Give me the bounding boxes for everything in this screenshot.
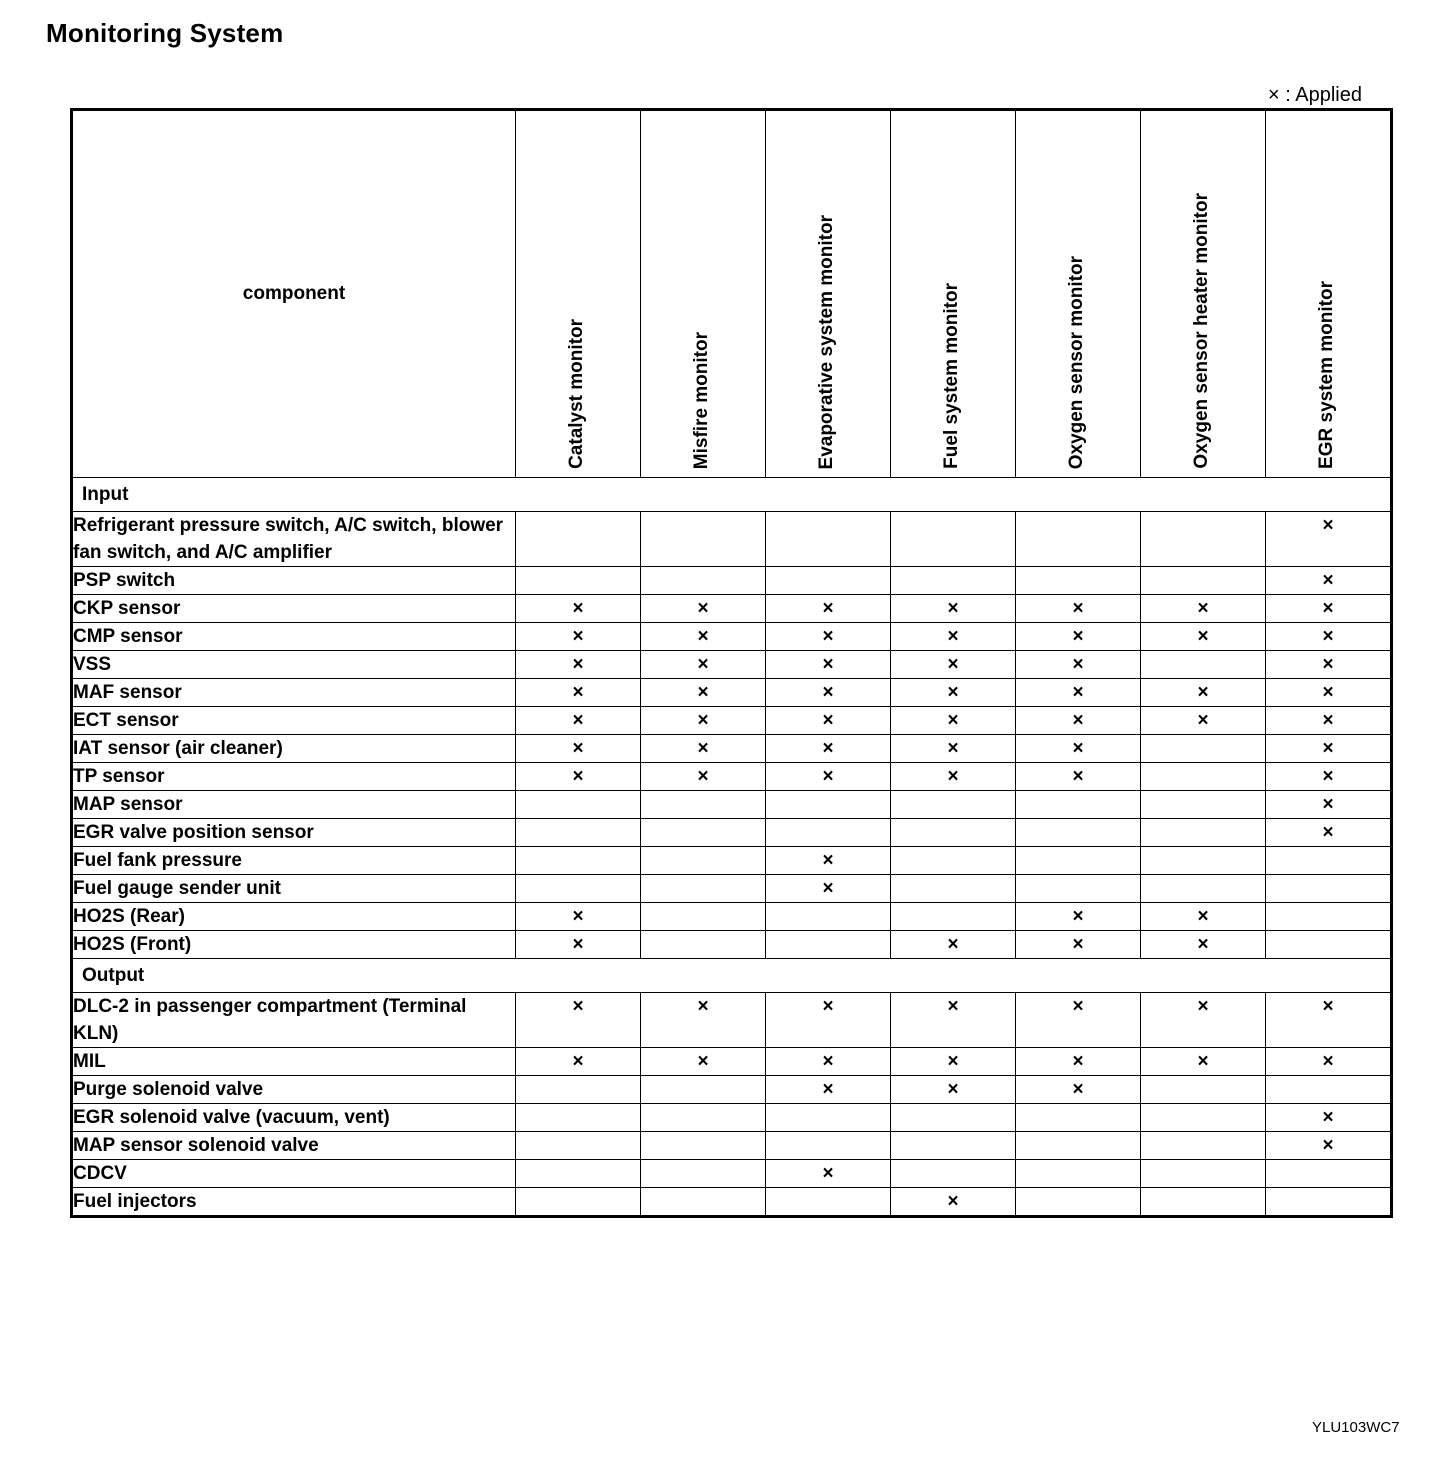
empty-cell [766,819,891,847]
applied-mark: × [641,651,766,679]
applied-mark: × [516,763,641,791]
table-row [72,679,1392,707]
component-cell: EGR valve position sensor [72,819,516,847]
component-cell: TP sensor [72,763,516,791]
applied-mark: × [891,735,1016,763]
empty-cell [1266,903,1392,931]
component-cell: MAP sensor [72,791,516,819]
empty-cell [1266,875,1392,903]
applied-mark: × [891,679,1016,707]
applied-mark: × [641,993,766,1048]
applied-mark: × [891,763,1016,791]
table-row [72,819,1392,847]
applied-mark: × [891,595,1016,623]
applied-mark: × [766,993,891,1048]
applied-mark: × [1266,651,1392,679]
applied-mark: × [891,707,1016,735]
applied-mark: × [1266,679,1392,707]
empty-cell [516,791,641,819]
applied-mark: × [1141,595,1266,623]
applied-mark: × [516,993,641,1048]
empty-cell [641,1076,766,1104]
table-row [72,1188,1392,1217]
table-row [72,1048,1392,1076]
empty-cell [641,931,766,959]
table-row [72,993,1392,1048]
applied-mark: × [516,595,641,623]
component-cell: MIL [72,1048,516,1076]
component-header: component [72,110,516,478]
empty-cell [1016,1104,1141,1132]
monitor-header [1266,110,1392,478]
applied-mark: × [766,847,891,875]
empty-cell [1016,847,1141,875]
empty-cell [766,1188,891,1217]
component-cell: HO2S (Rear) [72,903,516,931]
applied-mark: × [891,1188,1016,1217]
applied-mark: × [516,679,641,707]
empty-cell [766,512,891,567]
table-row [72,567,1392,595]
empty-cell [1016,819,1141,847]
empty-cell [516,1076,641,1104]
monitor-header-label: Oxygen sensor heater monitor [1191,193,1212,469]
page-title: Monitoring System [46,18,284,48]
empty-cell [1141,651,1266,679]
applied-mark: × [1266,763,1392,791]
empty-cell [891,567,1016,595]
applied-mark: × [516,651,641,679]
monitor-header [641,110,766,478]
table-row [72,623,1392,651]
table-row [72,763,1392,791]
empty-cell [1141,1188,1266,1217]
empty-cell [891,512,1016,567]
monitor-header [1141,110,1266,478]
table-row [72,595,1392,623]
component-cell: Refrigerant pressure switch, A/C switch, blower fan switch, and A/C amplifier [72,512,516,567]
section-row [72,959,1392,993]
monitor-header-label: EGR system monitor [1316,281,1337,469]
applied-mark: × [891,931,1016,959]
applied-mark: × [1141,993,1266,1048]
empty-cell [1141,875,1266,903]
empty-cell [1016,512,1141,567]
applied-mark: × [1266,1104,1392,1132]
applied-mark: × [1016,1076,1141,1104]
applied-mark: × [766,875,891,903]
empty-cell [516,567,641,595]
empty-cell [641,791,766,819]
applied-mark: × [641,735,766,763]
applied-mark: × [891,993,1016,1048]
empty-cell [891,1160,1016,1188]
component-cell: MAP sensor solenoid valve [72,1132,516,1160]
component-cell: VSS [72,651,516,679]
applied-mark: × [1016,993,1141,1048]
applied-mark: × [1266,567,1392,595]
empty-cell [891,1132,1016,1160]
applied-mark: × [516,1048,641,1076]
applied-mark: × [1016,595,1141,623]
header-row [72,110,1392,478]
applied-mark: × [1141,623,1266,651]
empty-cell [641,1188,766,1217]
empty-cell [1266,1188,1392,1217]
empty-cell [766,1104,891,1132]
applied-mark: × [1266,1132,1392,1160]
empty-cell [1141,791,1266,819]
empty-cell [1016,567,1141,595]
empty-cell [1141,512,1266,567]
empty-cell [1141,763,1266,791]
applied-mark: × [1016,735,1141,763]
table-row [72,1104,1392,1132]
empty-cell [766,931,891,959]
empty-cell [1266,1160,1392,1188]
empty-cell [516,1188,641,1217]
applied-mark: × [766,651,891,679]
empty-cell [1141,1076,1266,1104]
empty-cell [516,1104,641,1132]
empty-cell [766,791,891,819]
component-cell: EGR solenoid valve (vacuum, vent) [72,1104,516,1132]
component-cell: DLC-2 in passenger compartment (Terminal KLN) [72,993,516,1048]
empty-cell [641,1160,766,1188]
empty-cell [1141,1132,1266,1160]
applied-mark: × [641,623,766,651]
table-row [72,1132,1392,1160]
table-row [72,1160,1392,1188]
applied-mark: × [516,903,641,931]
monitor-header-label: Misfire monitor [691,331,712,469]
table-row [72,735,1392,763]
applied-mark: × [1016,707,1141,735]
applied-mark: × [766,735,891,763]
component-cell: Fuel injectors [72,1188,516,1217]
monitor-header [1016,110,1141,478]
applied-mark: × [766,595,891,623]
empty-cell [516,1160,641,1188]
empty-cell [516,875,641,903]
component-cell: Fuel fank pressure [72,847,516,875]
applied-mark: × [1266,623,1392,651]
table-row [72,875,1392,903]
empty-cell [1266,1076,1392,1104]
empty-cell [641,1104,766,1132]
applied-mark: × [516,931,641,959]
table-row [72,1076,1392,1104]
applied-mark: × [1266,595,1392,623]
applied-mark: × [1016,623,1141,651]
empty-cell [1016,1160,1141,1188]
monitor-header-label: Evaporative system monitor [816,214,837,469]
applied-mark: × [1016,763,1141,791]
figure-code: YLU103WC7 [1312,1419,1400,1436]
applied-mark: × [1266,735,1392,763]
empty-cell [766,567,891,595]
applied-mark: × [766,1048,891,1076]
empty-cell [641,819,766,847]
applied-mark: × [1016,679,1141,707]
empty-cell [766,903,891,931]
applied-mark: × [891,1048,1016,1076]
component-cell: IAT sensor (air cleaner) [72,735,516,763]
applied-mark: × [1266,993,1392,1048]
component-cell: CKP sensor [72,595,516,623]
applied-mark: × [766,1076,891,1104]
empty-cell [516,847,641,875]
section-label: Input [72,478,1392,512]
empty-cell [1266,847,1392,875]
empty-cell [1141,1104,1266,1132]
applied-mark: × [891,651,1016,679]
table-row [72,903,1392,931]
empty-cell [891,875,1016,903]
component-cell: ECT sensor [72,707,516,735]
applied-mark: × [1266,791,1392,819]
monitor-header [891,110,1016,478]
applied-mark: × [1266,707,1392,735]
applied-mark: × [1266,512,1392,567]
component-cell: Fuel gauge sender unit [72,875,516,903]
component-cell: CDCV [72,1160,516,1188]
empty-cell [1016,875,1141,903]
empty-cell [641,847,766,875]
applied-mark: × [1016,1048,1141,1076]
section-label: Output [72,959,1392,993]
empty-cell [516,512,641,567]
empty-cell [641,903,766,931]
component-cell: PSP switch [72,567,516,595]
applied-mark: × [766,1160,891,1188]
empty-cell [766,1132,891,1160]
section-row [72,478,1392,512]
empty-cell [1266,931,1392,959]
applied-mark: × [516,623,641,651]
empty-cell [1141,567,1266,595]
monitor-header-label: Fuel system monitor [941,283,962,469]
empty-cell [891,847,1016,875]
applied-mark: × [766,763,891,791]
component-cell: Purge solenoid valve [72,1076,516,1104]
monitoring-table [70,108,1393,1218]
component-cell: MAF sensor [72,679,516,707]
applied-mark: × [641,1048,766,1076]
applied-mark: × [641,763,766,791]
applied-mark: × [1016,931,1141,959]
empty-cell [1016,1132,1141,1160]
table-row [72,791,1392,819]
applied-mark: × [1266,819,1392,847]
empty-cell [641,512,766,567]
applied-mark: × [641,595,766,623]
table-row [72,931,1392,959]
table-row [72,512,1392,567]
applied-mark: × [516,735,641,763]
legend-applied: × : Applied [1268,84,1362,106]
component-cell: HO2S (Front) [72,931,516,959]
table-row [72,707,1392,735]
empty-cell [891,903,1016,931]
applied-mark: × [1141,679,1266,707]
empty-cell [1141,1160,1266,1188]
applied-mark: × [1141,903,1266,931]
table-row [72,651,1392,679]
empty-cell [1016,1188,1141,1217]
monitor-header [516,110,641,478]
applied-mark: × [766,707,891,735]
empty-cell [891,819,1016,847]
applied-mark: × [766,623,891,651]
applied-mark: × [766,679,891,707]
applied-mark: × [1141,1048,1266,1076]
empty-cell [641,1132,766,1160]
applied-mark: × [516,707,641,735]
empty-cell [891,1104,1016,1132]
table-row [72,847,1392,875]
applied-mark: × [1016,903,1141,931]
applied-mark: × [1016,651,1141,679]
empty-cell [1016,791,1141,819]
applied-mark: × [641,679,766,707]
empty-cell [641,567,766,595]
applied-mark: × [891,1076,1016,1104]
applied-mark: × [891,623,1016,651]
empty-cell [1141,735,1266,763]
monitor-header [766,110,891,478]
empty-cell [641,875,766,903]
component-cell: CMP sensor [72,623,516,651]
table-body [72,478,1392,1217]
empty-cell [516,1132,641,1160]
empty-cell [891,791,1016,819]
empty-cell [516,819,641,847]
applied-mark: × [1141,931,1266,959]
applied-mark: × [641,707,766,735]
empty-cell [1141,819,1266,847]
applied-mark: × [1266,1048,1392,1076]
applied-mark: × [1141,707,1266,735]
monitor-header-label: Oxygen sensor monitor [1066,255,1087,469]
monitor-header-label: Catalyst monitor [566,319,587,469]
empty-cell [1141,847,1266,875]
